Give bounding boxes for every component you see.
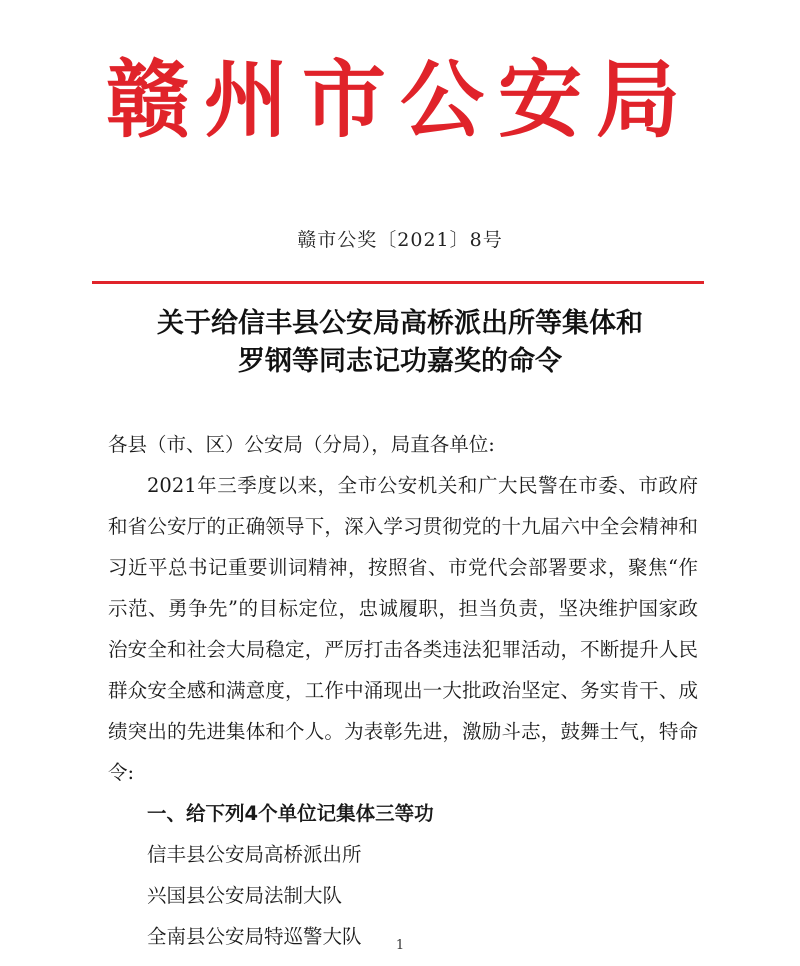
document-body xyxy=(108,424,698,957)
body-paragraph: 2021年三季度以来，全市公安机关和广大民警在市委、市政府和省公安厅的正确领导下，深入学习贯彻党的十九届六中全会精神和习近平总书记重要训词精神，按照省、市党代会部署要求，聚焦“作示范、勇争先”的目标定位，忠诚履职，担当负责，坚决维护国家政治安全和社会大局稳定，严厉打击各类违法犯罪活动，不断提升人民群众安全感和满意度，工作中涌现出一大批政治坚定、务实肯干、成绩突出的先进集体和个人。为表彰先进，激励斗志，鼓舞士气，特命令: xyxy=(108,474,698,784)
section-heading-1: 一、给下列4个单位记集体三等功 xyxy=(147,802,434,825)
list-item: 信丰县公安局高桥派出所 xyxy=(147,843,362,866)
title-line-1: 关于给信丰县公安局高桥派出所等集体和 xyxy=(157,308,643,339)
title-line-2: 罗钢等同志记功嘉奖的命令 xyxy=(238,346,562,377)
list-item: 全南县公安局特巡警大队 xyxy=(147,925,362,948)
salutation: 各县（市、区）公安局（分局），局直各单位: xyxy=(108,433,495,456)
page-number: 1 xyxy=(395,938,405,953)
document-number: 赣市公奖〔2021〕8号 xyxy=(297,229,503,251)
masthead-org-name: 赣州市公安局 xyxy=(105,50,694,149)
list-item: 兴国县公安局法制大队 xyxy=(147,884,343,907)
document-title xyxy=(0,305,800,381)
red-divider-rule xyxy=(92,281,704,284)
